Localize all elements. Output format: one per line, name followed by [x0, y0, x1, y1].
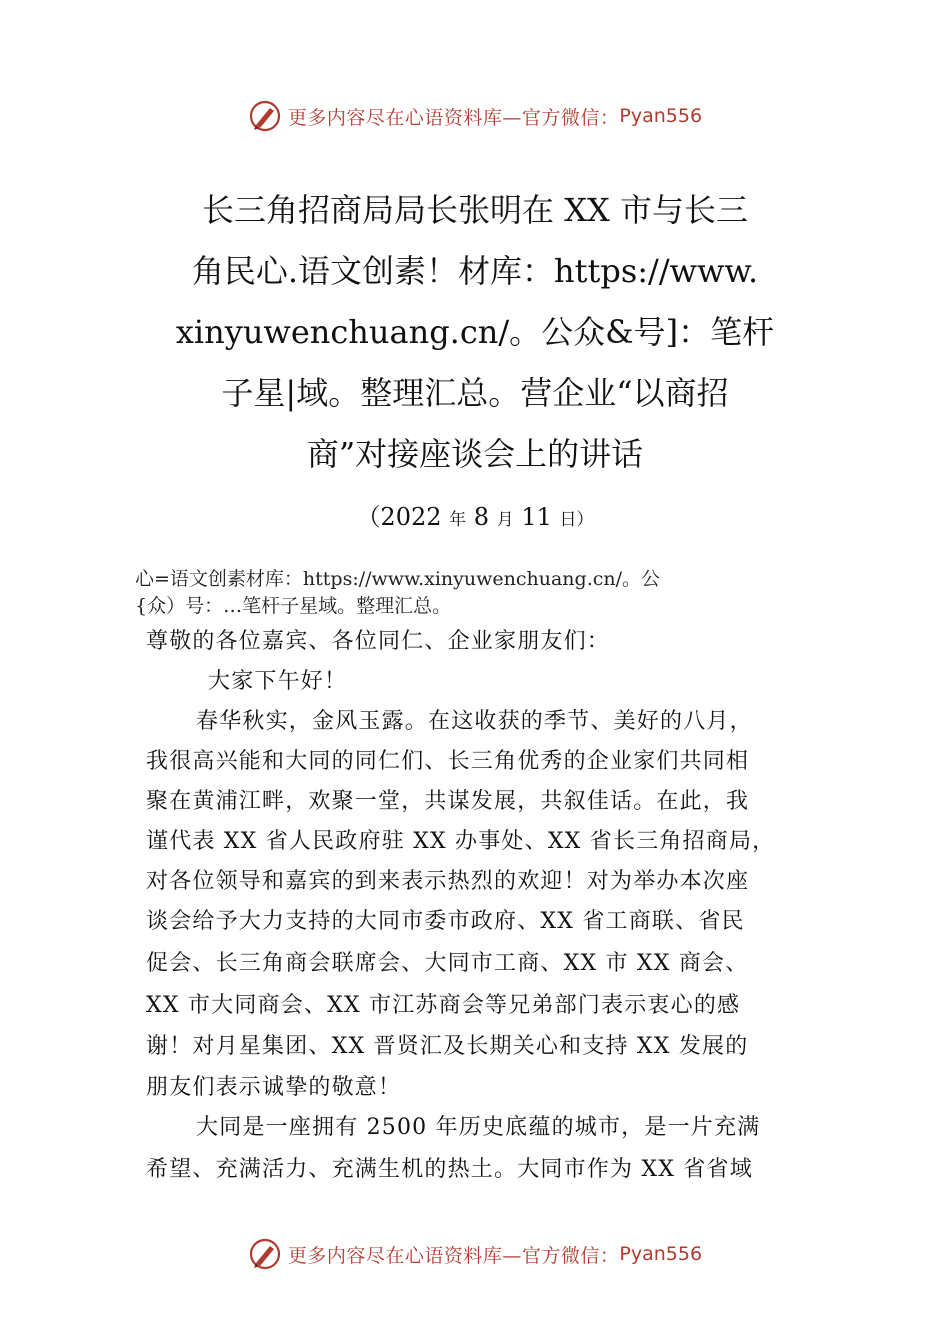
pen-logo-icon	[248, 99, 282, 133]
title-line: 商”对接座谈会上的讲话	[306, 435, 644, 473]
paragraph-line: XX 市大同商会、XX 市江苏商会等兄弟部门表示衷心的感	[146, 993, 741, 1018]
paragraph-line: 对各位领导和嘉宾的到来表示热烈的欢迎！对为举办本次座	[146, 869, 750, 894]
title-line: 角民心.语文创素！材库：https://www.	[191, 252, 759, 290]
paragraph-line: 我很高兴能和大同的同仁们、长三角优秀的企业家们共同相	[146, 749, 750, 774]
paragraph-line: 谢！对月星集团、XX 晋贤汇及长期关心和支持 XX 发展的	[146, 1034, 749, 1059]
note-line: {众）号：…笔杆子星域。整理汇总。	[135, 595, 452, 617]
paragraph-line: 促会、长三角商会联席会、大同市工商、XX 市 XX 商会、	[146, 951, 749, 976]
date-month-number: 8	[473, 503, 490, 531]
date-day-char: 日）	[559, 510, 594, 530]
title-line: 子星|域。整理汇总。营企业“以商招	[221, 374, 729, 412]
note-line: 心=语文创素材库：https://www.xinyuwenchuang.cn/。公	[135, 568, 661, 590]
title-line: xinyuwenchuang.cn/。公众&号]：笔杆	[175, 313, 775, 351]
date-year-char: 年	[449, 510, 467, 530]
greeting: 大家下午好！	[208, 669, 348, 694]
date-year-number: （2022	[356, 503, 442, 531]
banner-text: 更多内容尽在心语资料库—官方微信：	[287, 1244, 620, 1267]
paragraph-line: 聚在黄浦江畔，欢聚一堂，共谋发展，共叙佳话。在此，我	[146, 789, 750, 814]
paragraph-line: 大同是一座拥有 2500 年历史底蕴的城市，是一片充满	[196, 1115, 761, 1140]
source-note	[135, 566, 815, 620]
salutation: 尊敬的各位嘉宾、各位同仁、企业家朋友们：	[146, 629, 611, 654]
date-day-number: 11	[521, 503, 552, 531]
date-month-char: 月	[496, 510, 514, 530]
banner-text: 更多内容尽在心语资料库—官方微信：	[287, 106, 620, 129]
header-banner	[0, 96, 950, 136]
title-line: 长三角招商局局长张明在 XX 市与长三	[202, 191, 748, 229]
paragraph-line: 谈会给予大力支持的大同市委市政府、XX 省工商联、省民	[146, 909, 745, 934]
paragraph-line: 希望、充满活力、充满生机的热土。大同市作为 XX 省省域	[146, 1157, 753, 1182]
banner-wechat-id: Pyan556	[619, 1243, 703, 1265]
document-title	[0, 180, 950, 485]
document-date	[0, 497, 950, 532]
paragraph-line: 春华秋实，金风玉露。在这收获的季节、美好的八月，	[196, 709, 753, 734]
banner-wechat-id: Pyan556	[619, 105, 703, 127]
paragraph-line: 朋友们表示诚挚的敬意！	[146, 1075, 402, 1100]
footer-banner	[0, 1234, 950, 1274]
pen-logo-icon	[248, 1237, 282, 1271]
paragraph-line: 谨代表 XX 省人民政府驻 XX 办事处、XX 省长三角招商局，	[146, 829, 776, 854]
